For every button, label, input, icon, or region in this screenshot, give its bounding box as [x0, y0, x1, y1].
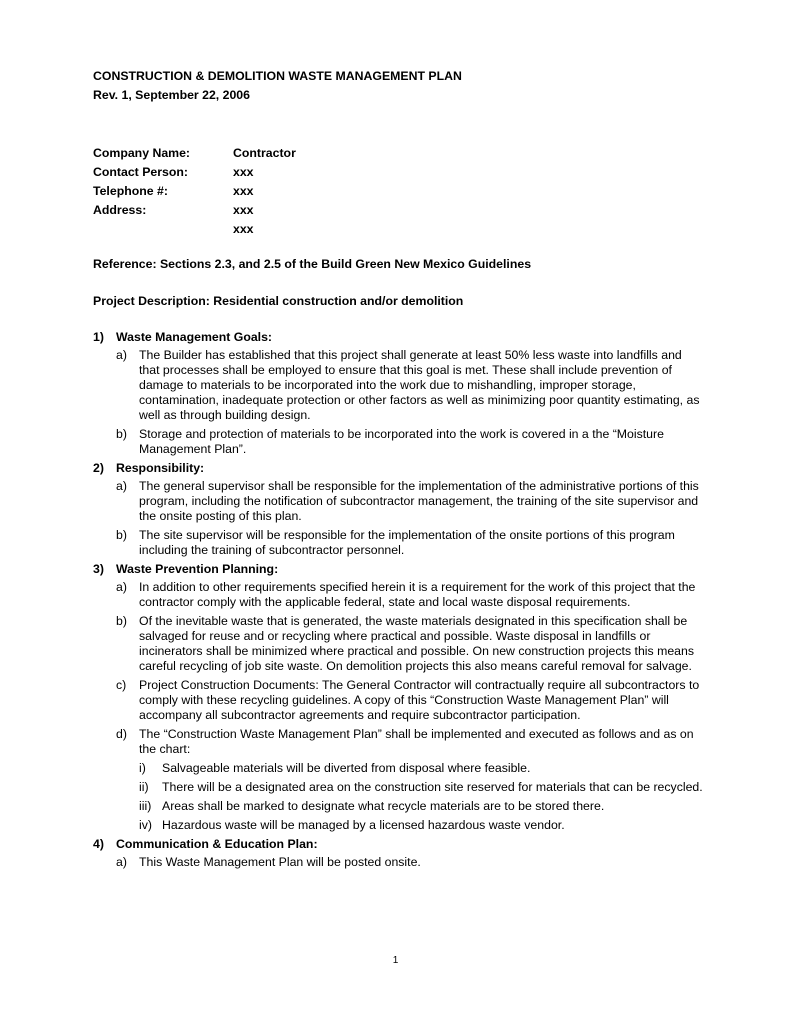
info-value: xxx — [233, 165, 254, 179]
page-number: 1 — [392, 955, 399, 966]
info-value: xxx — [233, 222, 254, 236]
reference-line: Reference: Sections 2.3, and 2.5 of the Build Green New Mexico Guidelines — [93, 257, 532, 271]
info-row — [93, 163, 296, 182]
sub-list-item — [93, 818, 705, 833]
list-item — [93, 348, 705, 423]
info-row — [93, 182, 296, 201]
sub-item-text: Areas shall be marked to designate what recycle materials are to be stored there. — [162, 799, 605, 813]
sub-item-number: iii) — [139, 799, 152, 813]
revision-line: Rev. 1, September 22, 2006 — [93, 88, 250, 102]
section-number: 1) — [93, 330, 104, 344]
info-value: Contractor — [233, 146, 296, 160]
item-letter: a) — [116, 855, 127, 869]
item-letter: c) — [116, 678, 127, 692]
item-text: The site supervisor will be responsible for the implementation of the onsite portions of this program including the training of subcontractor personnel. — [139, 528, 675, 557]
item-letter: d) — [116, 727, 127, 741]
sub-item-text: There will be a designated area on the construction site reserved for materials that can be recycled. — [162, 780, 703, 794]
list-item — [93, 479, 705, 524]
sub-item-text: Salvageable materials will be diverted from disposal where feasible. — [162, 761, 531, 775]
item-letter: a) — [116, 580, 127, 594]
sub-list-item — [93, 799, 705, 814]
section-title: Waste Management Goals: — [116, 330, 273, 344]
item-text: The Builder has established that this project shall generate at least 50% less waste into landfills and that processes shall be employed to ensure that this goal is met. These shall include prevention of damage to materials to be incorporated into the work due to mishandling, improper storage, contamination, inadequate protection or other factors as well as minimizing poor quantity estimating, as well as through building design. — [139, 348, 700, 422]
list-item — [93, 727, 705, 757]
section-heading — [93, 330, 705, 345]
section-title: Waste Prevention Planning: — [116, 562, 279, 576]
sub-item-number: iv) — [139, 818, 152, 832]
section-number: 3) — [93, 562, 104, 576]
list-item — [93, 678, 705, 723]
item-letter: b) — [116, 528, 127, 542]
info-value: xxx — [233, 203, 254, 217]
document-title: CONSTRUCTION & DEMOLITION WASTE MANAGEMENT PLAN — [93, 69, 462, 83]
info-label: Telephone #: — [93, 184, 168, 198]
item-text: The “Construction Waste Management Plan” shall be implemented and executed as follows and as on the chart: — [139, 727, 694, 756]
item-text: This Waste Management Plan will be posted onsite. — [139, 855, 421, 869]
info-label: Contact Person: — [93, 165, 188, 179]
sub-item-number: i) — [139, 761, 146, 775]
info-row — [93, 201, 296, 220]
section-heading — [93, 461, 705, 476]
list-item — [93, 855, 705, 870]
item-text: In addition to other requirements specified herein it is a requirement for the work of this project that the contractor comply with the applicable federal, state and local waste disposal requirements. — [139, 580, 696, 609]
list-item — [93, 614, 705, 674]
list-item — [93, 427, 705, 457]
info-label: Address: — [93, 203, 147, 217]
info-value: xxx — [233, 184, 254, 198]
item-text: Storage and protection of materials to be incorporated into the work is covered in a the “Moisture Management Plan”. — [139, 427, 664, 456]
info-label: Company Name: — [93, 146, 191, 160]
section-title: Responsibility: — [116, 461, 205, 475]
list-item — [93, 580, 705, 610]
list-item — [93, 528, 705, 558]
section-number: 2) — [93, 461, 104, 475]
section-heading — [93, 562, 705, 577]
plan-sections — [93, 330, 705, 874]
info-row — [93, 144, 296, 163]
item-letter: a) — [116, 348, 127, 362]
info-row — [93, 220, 296, 239]
sub-list-item — [93, 761, 705, 776]
section-title: Communication & Education Plan: — [116, 837, 318, 851]
sub-item-text: Hazardous waste will be managed by a licensed hazardous waste vendor. — [162, 818, 565, 832]
sub-list-item — [93, 780, 705, 795]
item-letter: a) — [116, 479, 127, 493]
section-number: 4) — [93, 837, 104, 851]
sub-item-number: ii) — [139, 780, 149, 794]
company-info-block — [93, 144, 296, 239]
item-letter: b) — [116, 427, 127, 441]
item-text: Of the inevitable waste that is generated, the waste materials designated in this specification shall be salvaged for reuse and or recycling where practical and possible. Waste disposal in landfills or incinerators shall be minimized where practical and possible. On new construction projects this means careful recycling of job site waste. On demolition projects this also means careful removal for salvage. — [139, 614, 694, 673]
item-text: The general supervisor shall be responsible for the implementation of the administrative portions of this program, including the notification of subcontractor management, the training of the site supervisor and the onsite posting of this plan. — [139, 479, 699, 523]
item-letter: b) — [116, 614, 127, 628]
project-description: Project Description: Residential construction and/or demolition — [93, 294, 464, 308]
item-text: Project Construction Documents: The General Contractor will contractually require all subcontractors to comply with these recycling guidelines. A copy of this “Construction Waste Management Plan” will accompany all subcontractor agreements and require subcontractor participation. — [139, 678, 700, 722]
section-heading — [93, 837, 705, 852]
